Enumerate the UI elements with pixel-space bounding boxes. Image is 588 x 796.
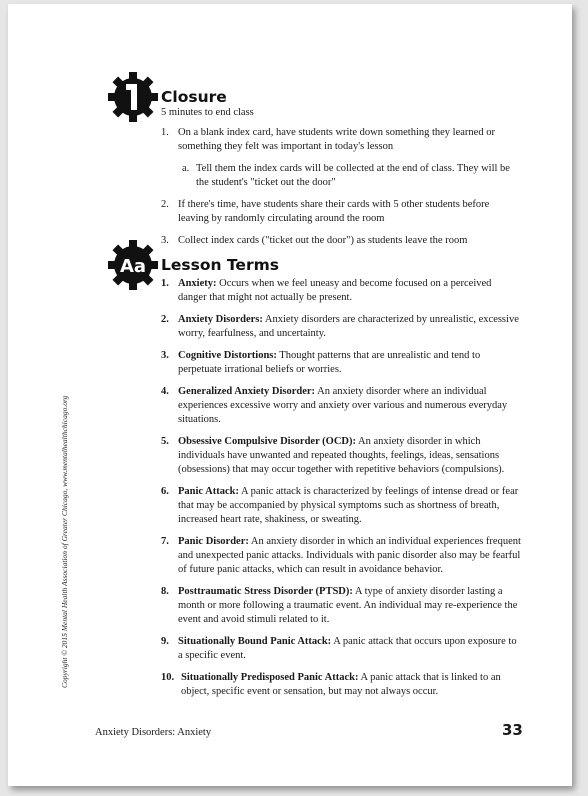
sub-list-item xyxy=(178,162,521,190)
term-name: Cognitive Distortions: xyxy=(178,350,277,361)
term-name: Obsessive Compulsive Disorder (OCD): xyxy=(178,436,357,447)
term-item xyxy=(161,435,521,477)
list-item xyxy=(161,126,521,190)
term-name: Generalized Anxiety Disorder: xyxy=(178,386,316,397)
gear-letters-icon xyxy=(108,240,158,290)
closure-list xyxy=(161,126,521,256)
term-number: 2. xyxy=(161,314,169,325)
term-definition: Anxiety disorders are characterized by unrealistic, excessive worry, fearfulness, and uncertainty. xyxy=(178,314,519,339)
term-definition: Thought patterns that are unrealistic and tend to perpetuate irrational beliefs or worries. xyxy=(178,350,481,375)
item-text: On a blank index card, have students write down something they learned or something they felt was important in today's lesson xyxy=(178,127,495,152)
term-item xyxy=(161,277,521,305)
term-definition: A panic attack is characterized by feelings of intense dread or fear that may be accompanied by physical symptoms such as shortness of breath, increased heart rate, shakiness, or sweating. xyxy=(178,486,519,525)
item-number: 1. xyxy=(161,127,169,138)
lesson-terms-list xyxy=(161,277,521,707)
term-name: Anxiety Disorders: xyxy=(178,314,263,325)
term-number: 1. xyxy=(161,278,169,289)
term-name: Panic Disorder: xyxy=(178,536,249,547)
item-text: If there's time, have students share their cards with 5 other students before leaving by randomly circulating around the room xyxy=(178,199,490,224)
page-number: 33 xyxy=(502,721,523,739)
term-number: 10. xyxy=(161,672,175,683)
copyright-notice: Copyright © 2015 Mental Health Association of Greater Chicago, www.mentalhealthchicago.org xyxy=(60,395,69,688)
term-definition: An anxiety disorder where an individual experiences excessive worry and anxiety over various and numerous everyday situations. xyxy=(178,386,508,425)
term-definition: An anxiety disorder in which an individual experiences frequent and unexpected panic attacks. Individuals with panic disorder also may be fearful of future panic attacks, which can result in avoidance behavior. xyxy=(178,536,521,575)
item-number: 3. xyxy=(161,235,169,246)
term-number: 7. xyxy=(161,536,169,547)
term-item xyxy=(161,671,521,699)
term-name: Situationally Predisposed Panic Attack: xyxy=(181,672,359,683)
term-item xyxy=(161,585,521,627)
term-item xyxy=(161,313,521,341)
sub-item-text: Tell them the index cards will be collected at the end of class. They will be the student's "ticket out the door" xyxy=(196,163,510,188)
gear-number-one-icon xyxy=(108,72,158,122)
item-text: Collect index cards ("ticket out the door") as students leave the room xyxy=(178,235,468,246)
term-definition: A panic attack that is linked to an object, specific event or sensation, but may not always occur. xyxy=(181,672,501,697)
footer-title: Anxiety Disorders: Anxiety xyxy=(95,727,212,738)
term-item xyxy=(161,485,521,527)
term-definition: An anxiety disorder in which individuals have unwanted and repeated thoughts, feelings, ideas, sensations (obsessions) that may occur together with repetitive behaviors (compulsions). xyxy=(178,436,505,475)
closure-title: Closure xyxy=(161,88,227,106)
term-definition: A type of anxiety disorder lasting a month or more following a traumatic event. An individual may re-experience the event and avoid stimuli related to it. xyxy=(178,586,518,625)
term-name: Panic Attack: xyxy=(178,486,239,497)
sub-item-letter: a. xyxy=(182,163,190,174)
term-item xyxy=(161,385,521,427)
closure-subtitle: 5 minutes to end class xyxy=(161,107,254,118)
term-number: 5. xyxy=(161,436,169,447)
term-number: 9. xyxy=(161,636,169,647)
term-definition: Occurs when we feel uneasy and become focused on a perceived danger that might not actually be present. xyxy=(178,278,492,303)
term-name: Posttraumatic Stress Disorder (PTSD): xyxy=(178,586,353,597)
list-item xyxy=(161,198,521,226)
term-number: 4. xyxy=(161,386,169,397)
term-definition: A panic attack that occurs upon exposure to a specific event. xyxy=(178,636,517,661)
term-item xyxy=(161,349,521,377)
term-number: 3. xyxy=(161,350,169,361)
term-item xyxy=(161,535,521,577)
lesson-terms-title: Lesson Terms xyxy=(161,256,279,274)
item-number: 2. xyxy=(161,199,169,210)
term-name: Situationally Bound Panic Attack: xyxy=(178,636,332,647)
term-item xyxy=(161,635,521,663)
icon-glyph: Aa xyxy=(119,256,147,277)
term-number: 6. xyxy=(161,486,169,497)
term-name: Anxiety: xyxy=(178,278,217,289)
term-number: 8. xyxy=(161,586,169,597)
